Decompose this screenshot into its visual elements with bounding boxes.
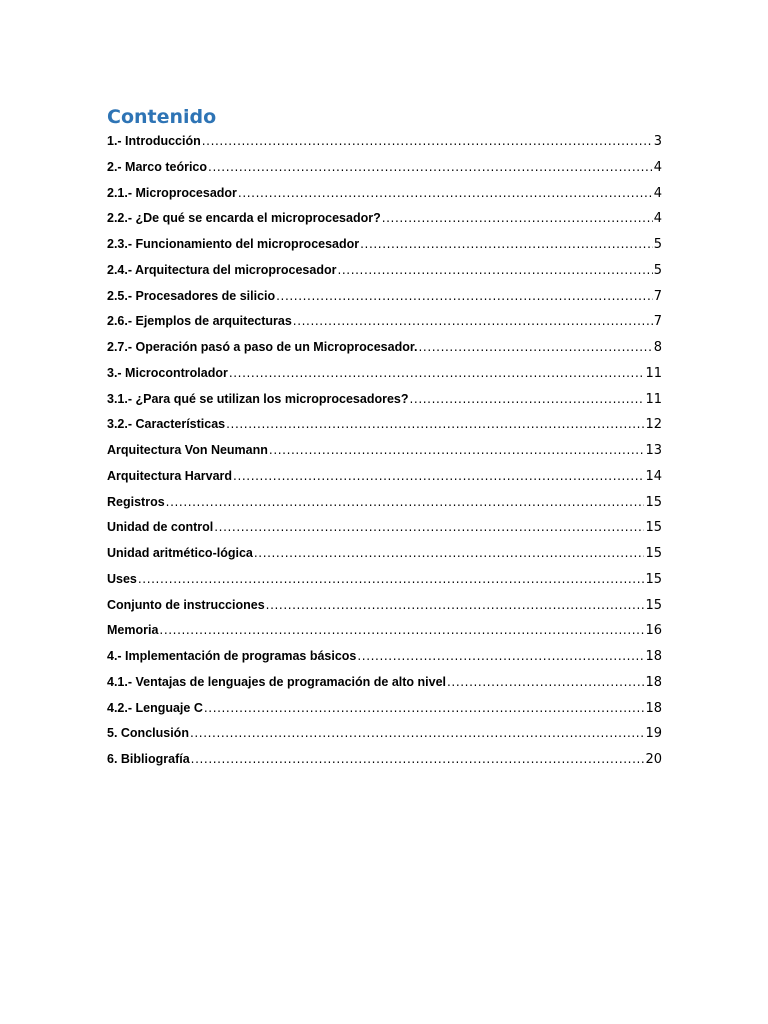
toc-entry-label[interactable]: 3.1.- ¿Para qué se utilizan los microprocesadores? bbox=[107, 391, 409, 406]
toc-entry-label[interactable]: 2.7.- Operación pasó a paso de un Microprocesador. bbox=[107, 340, 418, 354]
toc-entry-page-number[interactable]: 7 bbox=[653, 288, 662, 304]
toc-entry[interactable] bbox=[107, 186, 662, 212]
toc-entry[interactable] bbox=[107, 417, 662, 443]
toc-entry-label[interactable]: Memoria bbox=[107, 623, 159, 638]
toc-entry[interactable] bbox=[107, 263, 662, 289]
toc-entry-label[interactable]: 3.2.- Características bbox=[107, 417, 226, 432]
toc-title: Contenido bbox=[107, 106, 217, 128]
toc-dot-leader bbox=[238, 186, 653, 200]
toc-entry-label[interactable]: Conjunto de instrucciones bbox=[107, 597, 265, 612]
toc-entry[interactable] bbox=[107, 752, 662, 778]
toc-entry[interactable] bbox=[107, 314, 662, 340]
toc-entry-page-number[interactable]: 5 bbox=[653, 262, 662, 278]
toc-entry-label[interactable]: Arquitectura Von Neumann bbox=[107, 443, 268, 457]
toc-entry[interactable] bbox=[107, 366, 662, 392]
toc-dot-leader bbox=[337, 263, 652, 277]
toc-entry-page-number[interactable]: 18 bbox=[645, 649, 662, 664]
toc-entry-page-number[interactable]: 11 bbox=[645, 391, 662, 407]
toc-dot-leader bbox=[159, 623, 644, 637]
toc-dot-leader bbox=[208, 160, 653, 174]
toc-entry-label[interactable]: 3.- Microcontrolador bbox=[107, 365, 228, 380]
toc-entry-label[interactable]: 4.- Implementación de programas básicos bbox=[107, 649, 357, 663]
toc-entry-page-number[interactable]: 20 bbox=[645, 752, 662, 767]
toc-entry[interactable] bbox=[107, 598, 662, 624]
toc-dot-leader bbox=[229, 366, 645, 380]
toc-entry-label[interactable]: 4.2.- Lenguaje C bbox=[107, 700, 203, 715]
toc-entry-label[interactable]: 2.- Marco teórico bbox=[107, 159, 208, 174]
toc-entry[interactable] bbox=[107, 623, 662, 649]
toc-dot-leader bbox=[202, 134, 653, 148]
toc-entry[interactable] bbox=[107, 546, 662, 572]
toc-list bbox=[107, 134, 662, 778]
toc-entry-page-number[interactable]: 14 bbox=[645, 468, 662, 484]
toc-entry-label[interactable]: 1.- Introducción bbox=[107, 134, 201, 148]
toc-entry-page-number[interactable]: 4 bbox=[653, 185, 662, 201]
toc-entry[interactable] bbox=[107, 392, 662, 418]
toc-dot-leader bbox=[204, 701, 645, 715]
toc-entry[interactable] bbox=[107, 520, 662, 546]
toc-entry[interactable] bbox=[107, 237, 662, 263]
toc-entry[interactable] bbox=[107, 726, 662, 752]
toc-entry-label[interactable]: Registros bbox=[107, 494, 165, 509]
toc-entry-label[interactable]: 4.1.- Ventajas de lenguajes de programación de alto nivel bbox=[107, 674, 447, 689]
toc-entry-label[interactable]: 2.6.- Ejemplos de arquitecturas bbox=[107, 314, 292, 329]
toc-entry-label[interactable]: 5. Conclusión bbox=[107, 726, 189, 741]
toc-dot-leader bbox=[410, 392, 645, 406]
toc-entry-page-number[interactable]: 18 bbox=[645, 674, 662, 690]
toc-entry-label[interactable]: Unidad de control bbox=[107, 520, 214, 535]
toc-entry-label[interactable]: 2.5.- Procesadores de silicio bbox=[107, 288, 276, 303]
toc-entry[interactable] bbox=[107, 340, 662, 366]
toc-dot-leader bbox=[266, 598, 645, 612]
toc-entry[interactable] bbox=[107, 134, 662, 160]
toc-entry-page-number[interactable]: 16 bbox=[645, 623, 662, 639]
toc-dot-leader bbox=[447, 675, 644, 689]
toc-entry[interactable] bbox=[107, 649, 662, 675]
toc-entry-page-number[interactable]: 11 bbox=[645, 365, 662, 381]
toc-entry[interactable] bbox=[107, 469, 662, 495]
toc-entry[interactable] bbox=[107, 701, 662, 727]
toc-dot-leader bbox=[382, 211, 653, 225]
toc-entry[interactable] bbox=[107, 289, 662, 315]
toc-dot-leader bbox=[254, 546, 645, 560]
toc-entry-label[interactable]: Uses bbox=[107, 571, 137, 586]
toc-entry-label[interactable]: 2.4.- Arquitectura del microprocesador bbox=[107, 262, 337, 277]
toc-dot-leader bbox=[214, 520, 644, 534]
toc-dot-leader bbox=[360, 237, 653, 251]
toc-entry-label[interactable]: Unidad aritmético-lógica bbox=[107, 546, 253, 560]
toc-entry-page-number[interactable]: 15 bbox=[645, 597, 662, 613]
toc-dot-leader bbox=[166, 495, 645, 509]
toc-entry-label[interactable]: 2.2.- ¿De qué se encarda el microprocesador? bbox=[107, 211, 381, 226]
toc-entry-page-number[interactable]: 18 bbox=[645, 700, 662, 716]
toc-entry-page-number[interactable]: 15 bbox=[645, 520, 662, 536]
toc-entry-page-number[interactable]: 15 bbox=[645, 571, 662, 587]
toc-entry-label[interactable]: 2.3.- Funcionamiento del microprocesador bbox=[107, 237, 360, 251]
toc-dot-leader bbox=[419, 340, 653, 354]
toc-entry-page-number[interactable]: 8 bbox=[653, 340, 662, 355]
toc-dot-leader bbox=[191, 752, 645, 766]
table-of-contents bbox=[107, 104, 662, 778]
toc-entry[interactable] bbox=[107, 443, 662, 469]
toc-dot-leader bbox=[293, 314, 653, 328]
toc-dot-leader bbox=[276, 289, 653, 303]
toc-entry-page-number[interactable]: 3 bbox=[653, 134, 662, 149]
toc-entry[interactable] bbox=[107, 675, 662, 701]
toc-entry-label[interactable]: 6. Bibliografía bbox=[107, 752, 190, 766]
toc-dot-leader bbox=[226, 417, 644, 431]
toc-entry[interactable] bbox=[107, 211, 662, 237]
toc-entry-label[interactable]: Arquitectura Harvard bbox=[107, 468, 233, 483]
toc-dot-leader bbox=[357, 649, 644, 663]
toc-entry-page-number[interactable]: 19 bbox=[645, 726, 662, 742]
toc-entry-page-number[interactable]: 5 bbox=[653, 237, 662, 252]
toc-entry[interactable] bbox=[107, 572, 662, 598]
toc-entry-page-number[interactable]: 13 bbox=[645, 443, 662, 458]
toc-entry[interactable] bbox=[107, 160, 662, 186]
toc-entry[interactable] bbox=[107, 495, 662, 521]
toc-entry-page-number[interactable]: 4 bbox=[653, 159, 662, 175]
toc-entry-label[interactable]: 2.1.- Microprocesador bbox=[107, 185, 237, 200]
toc-entry-page-number[interactable]: 4 bbox=[653, 211, 662, 227]
toc-dot-leader bbox=[233, 469, 644, 483]
toc-entry-page-number[interactable]: 7 bbox=[653, 314, 662, 330]
toc-dot-leader bbox=[190, 726, 645, 740]
toc-entry-page-number[interactable]: 15 bbox=[645, 494, 662, 510]
toc-dot-leader bbox=[138, 572, 645, 586]
toc-dot-leader bbox=[269, 443, 645, 457]
toc-entry-page-number[interactable]: 12 bbox=[645, 417, 662, 433]
toc-entry-page-number[interactable]: 15 bbox=[645, 546, 662, 561]
